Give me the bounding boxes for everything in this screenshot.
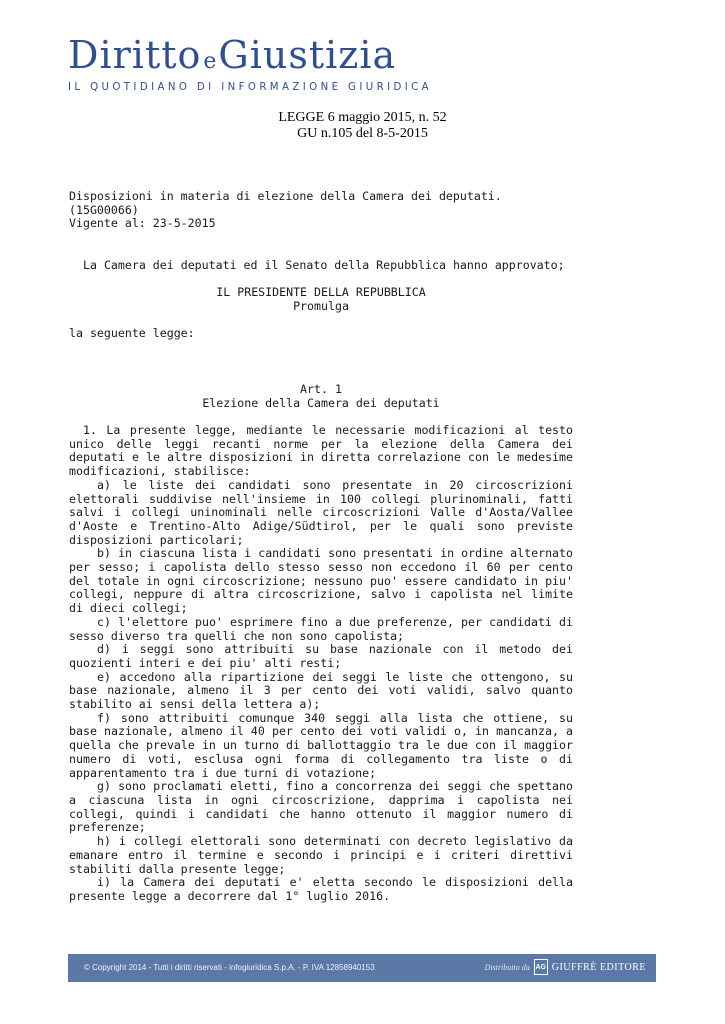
president-heading: IL PRESIDENTE DELLA REPUBBLICA [216, 285, 426, 300]
footer-bar [68, 954, 656, 982]
article-item: e) accedono alla ripartizione dei seggi le liste che ottengono, su base nazionale, almeno il 3 per cento dei voti validi, salvo quanto stabilito ai sensi della lettera a); [69, 669, 573, 712]
brand-title [68, 33, 508, 77]
article-item: i) la Camera dei deputati e' eletta secondo le disposizioni della presente legge a decorrere dal 1° luglio 2016. [69, 875, 573, 903]
brand-title-part1: Diritto [68, 33, 202, 77]
promulga-heading: Promulga [293, 299, 349, 314]
intro-block [69, 190, 573, 231]
law-code: (15G00066) [69, 202, 139, 217]
article-title: Elezione della Camera dei deputati [202, 395, 440, 410]
law-subject: Disposizioni in materia di elezione della Camera dei deputati. [69, 189, 502, 203]
article-item: c) l'elettore puo' esprimere fino a due preferenze, per candidati di sesso diverso tra quelli che non sono capolista; [69, 614, 573, 643]
approval-statement: La Camera dei deputati ed il Senato della Repubblica hanno approvato; [83, 258, 565, 272]
article-body [69, 424, 573, 904]
brand-title-connector: e [203, 49, 217, 74]
brand-title-part2: Giustizia [218, 33, 397, 77]
gazette-reference: GU n.105 del 8-5-2015 [297, 126, 428, 141]
article-number: Art. 1 [300, 382, 342, 396]
law-title: LEGGE 6 maggio 2015, n. 52 [278, 110, 447, 125]
copyright-notice: © Copyright 2014 - Tutti i diritti riservati - infogiuridica S.p.A. - P. IVA 12858940153 [84, 963, 375, 972]
article-item: h) i collegi elettorali sono determinati con decreto legislativo da emanare entro il termine e secondo i principi e i criteri direttivi stabiliti dalla presente legge; [69, 834, 573, 876]
publisher-logo-icon: AG [534, 959, 548, 975]
distributor [485, 959, 646, 975]
distributed-by-label: Distribuito da [484, 962, 530, 972]
article-item: d) i seggi sono attribuiti su base nazionale con il metodo dei quozienti interi e dei piu' alti resti; [69, 642, 573, 670]
preamble-block [69, 259, 573, 341]
following-law-line: la seguente legge: [69, 326, 195, 341]
article-item: f) sono attribuiti comunque 340 seggi alla lista che ottiene, su base nazionale, almeno il 40 per cento dei voti validi o, in mancanza, a quella che prevale in un turno di ballottaggio tra le due con il maggior numero di voti, esclusa ogni forma di collegamento tra liste o di apparentamento tra i due turni di votazione; [69, 710, 573, 780]
masthead [68, 33, 508, 93]
article-paragraph-1: 1. La presente legge, mediante le necessarie modificazioni al testo unico delle leggi recanti norme per la elezione della Camera dei deputati e le altre disposizioni in diretta correlazione con le medesime modificazioni, stabilisce: [69, 423, 573, 479]
brand-tagline: IL QUOTIDIANO DI INFORMAZIONE GIURIDICA [68, 82, 433, 93]
article-heading [69, 383, 573, 410]
article-item: b) in ciascuna lista i candidati sono presentati in ordine alternato per sesso; i capolista dello stesso sesso non eccedono il 60 per cento del totale in ogni circoscrizione; nessuno puo' essere candidato in piu' collegi, neppure di altra circoscrizione, salvo i capolista nel limite di dieci collegi; [69, 546, 573, 616]
article-item: a) le liste dei candidati sono presentate in 20 circoscrizioni elettorali suddivise nell'insieme in 100 collegi plurinominali, fatti salvi i collegi uninominali nelle circoscrizioni Valle d'Aosta/Vallee d'Aoste e Trentino-Alto Adige/Südtirol, per le quali sono previste disposizioni particolari; [69, 477, 573, 547]
publisher-name: GIUFFRÈ EDITORE [551, 961, 646, 973]
vigente-date: Vigente al: 23-5-2015 [69, 216, 216, 231]
article-item: g) sono proclamati eletti, fino a concorrenza dei seggi che spettano a ciascuna lista in ogni circoscrizione, dapprima i capolista nei collegi, quindi i candidati che hanno ottenuto il maggior numero di preferenze; [69, 779, 573, 835]
